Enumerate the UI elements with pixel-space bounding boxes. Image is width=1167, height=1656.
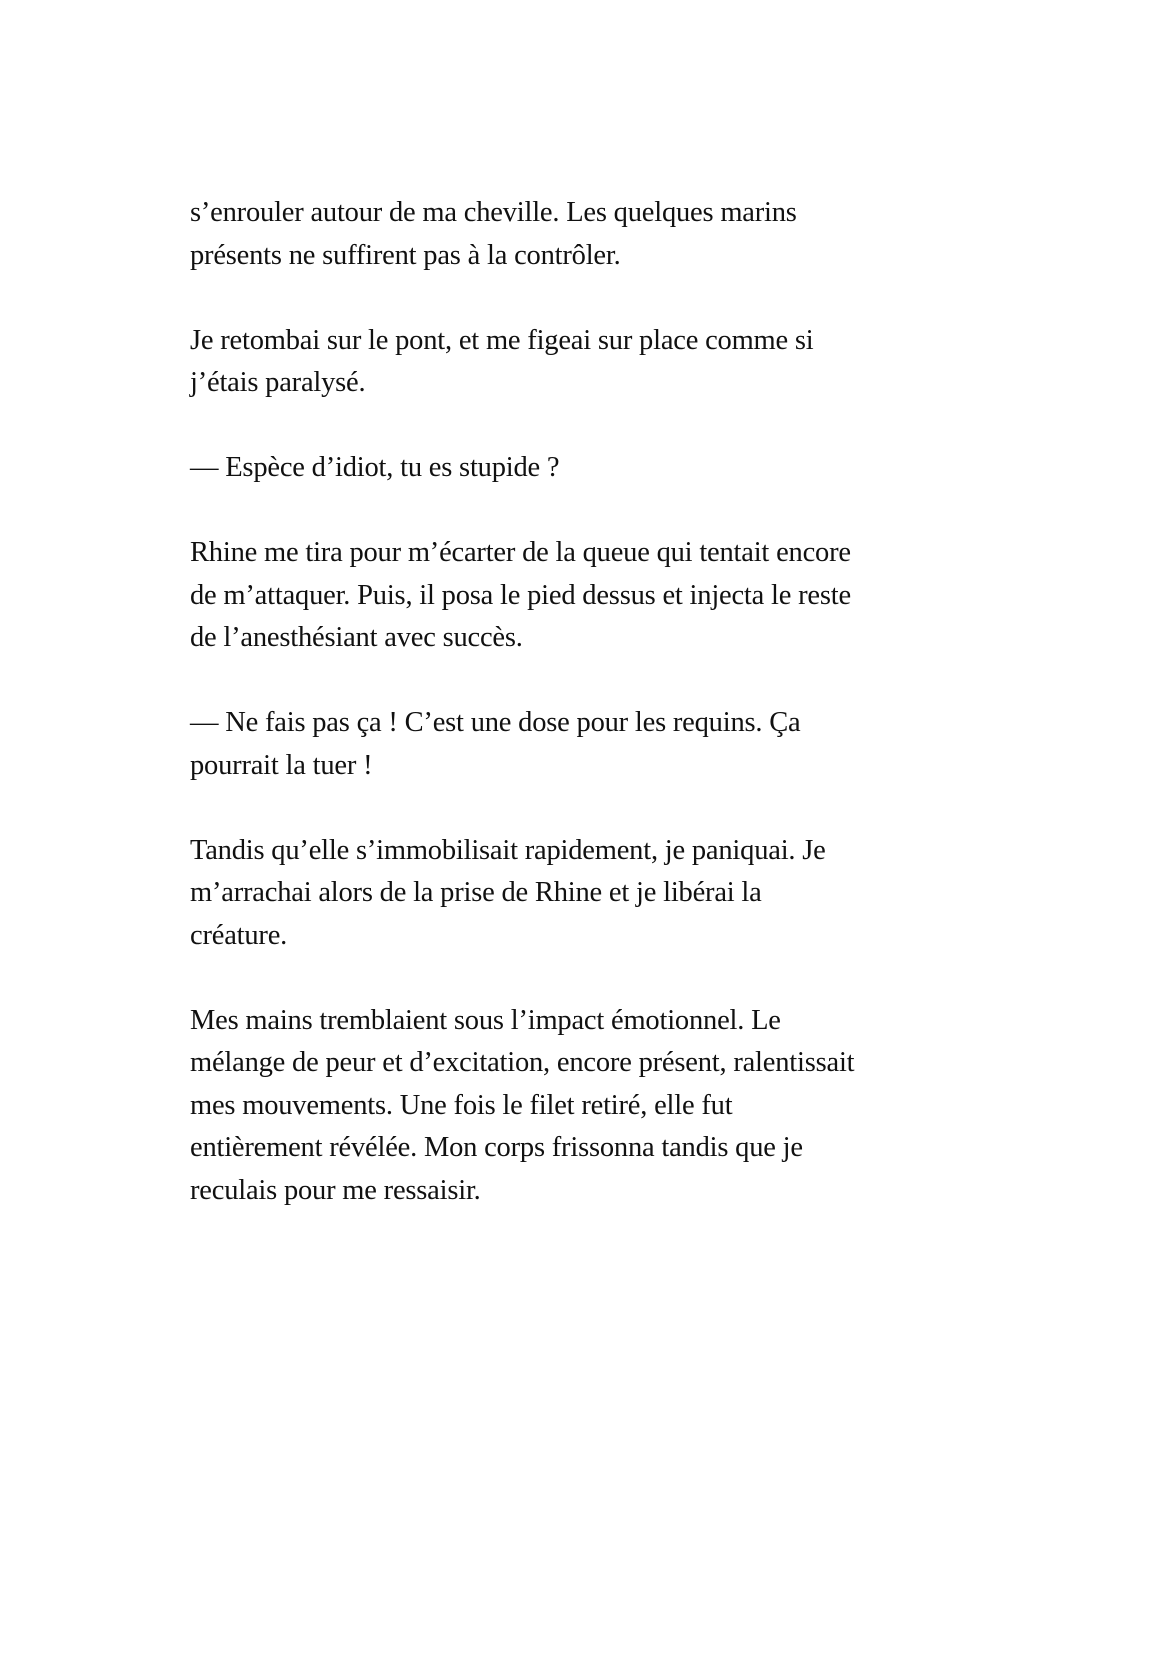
text-line: de m’attaquer. Puis, il posa le pied dessus et injecta le reste: [190, 579, 851, 611]
body-text: [190, 192, 980, 1255]
text-line: Tandis qu’elle s’immobilisait rapidement, je paniquai. Je: [190, 834, 826, 866]
text-line: — Espèce d’idiot, tu es stupide ?: [190, 452, 560, 483]
text-line: — Ne fais pas ça ! C’est une dose pour les requins. Ça: [190, 707, 801, 738]
paragraph: [190, 320, 980, 405]
text-line: j’étais paralysé.: [190, 367, 366, 398]
text-line: Mes mains tremblaient sous l’impact émotionnel. Le: [190, 1004, 781, 1036]
paragraph: [190, 1000, 980, 1213]
text-line: Je retombai sur le pont, et me figeai sur place comme si: [190, 324, 814, 356]
text-line: entièrement révélée. Mon corps frissonna tandis que je: [190, 1132, 803, 1163]
text-line: créature.: [190, 919, 288, 951]
text-line: Rhine me tira pour m’écarter de la queue qui tentait encore: [190, 537, 851, 568]
text-line: reculais pour me ressaisir.: [190, 1174, 481, 1206]
text-line: s’enrouler autour de ma cheville. Les quelques marins: [190, 197, 797, 228]
text-line: mes mouvements. Une fois le filet retiré, elle fut: [190, 1089, 733, 1121]
paragraph: [190, 830, 980, 958]
text-line: m’arrachai alors de la prise de Rhine et je libérai la: [190, 877, 762, 908]
text-line: mélange de peur et d’excitation, encore présent, ralentissait: [190, 1047, 855, 1078]
text-line: de l’anesthésiant avec succès.: [190, 622, 523, 653]
paragraph: [190, 192, 980, 277]
dialogue-paragraph: [190, 447, 980, 490]
dialogue-paragraph: [190, 702, 980, 787]
text-line: pourrait la tuer !: [190, 749, 373, 781]
paragraph: [190, 532, 980, 660]
text-line: présents ne suffirent pas à la contrôler.: [190, 239, 621, 271]
